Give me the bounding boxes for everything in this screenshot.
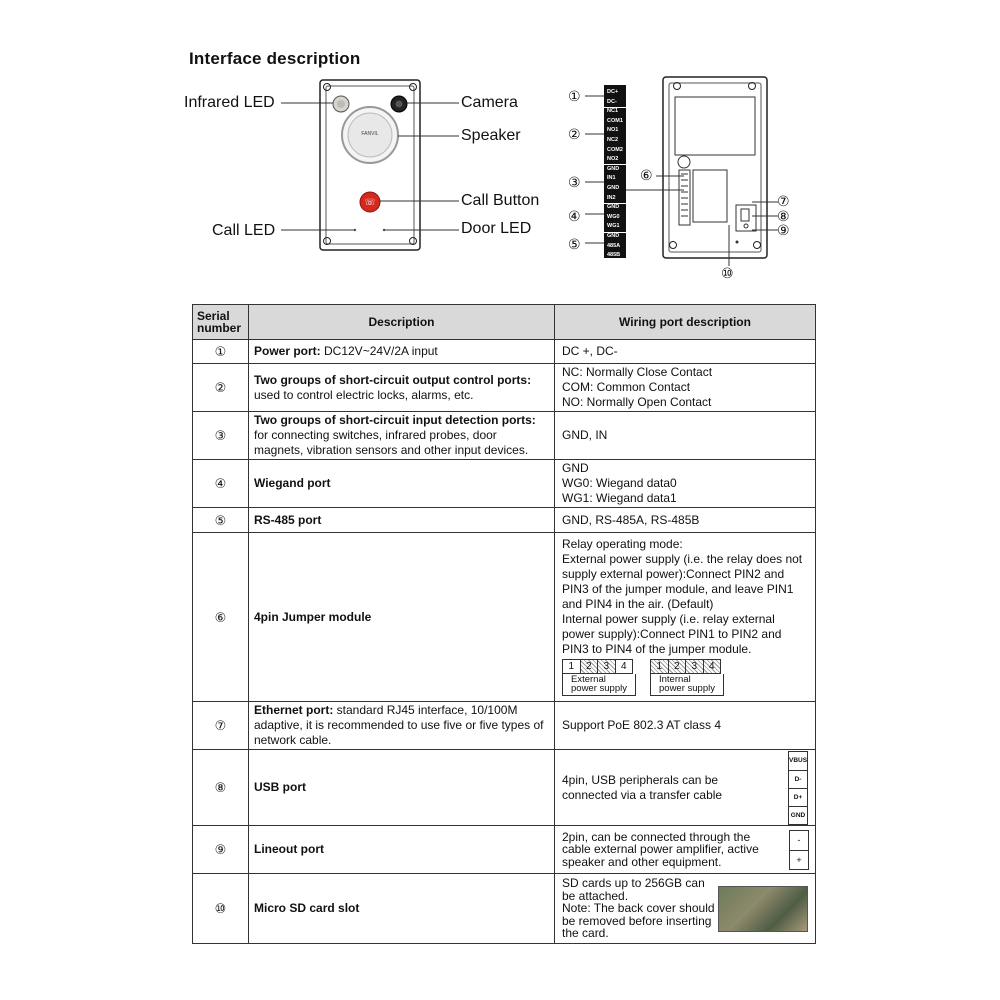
terminal-pin-label: IN2	[607, 194, 616, 201]
terminal-pin-label: 485B	[607, 252, 621, 259]
marker-8: ⑧	[777, 208, 790, 224]
row-description	[249, 750, 555, 826]
row-title: Micro SD card slot	[254, 901, 360, 915]
wiring-line: WG0: Wiegand data0	[562, 476, 677, 490]
jumper-label: External power supply	[562, 674, 636, 696]
row-title: Ethernet port:	[254, 703, 334, 717]
terminal-group-marker: ④	[568, 207, 581, 224]
lineout-pin: -	[797, 834, 801, 845]
marker-6: ⑥	[640, 167, 653, 183]
wiring-line: External power supply (i.e. the relay does not supply external power):Connect PIN2 and PIN3 of the jumper module, and leave PIN1 and PIN4 in the air. (Default)	[562, 551, 803, 611]
wiring-line: GND, IN	[562, 428, 608, 442]
row-number: ⑦	[193, 702, 249, 750]
label-call-button: Call Button	[461, 192, 540, 209]
terminal-pin-label: NO1	[607, 127, 619, 134]
row-number: ④	[193, 460, 249, 508]
row-number: ⑧	[193, 750, 249, 826]
row-wiring	[555, 460, 816, 508]
usb-pin: VBUS	[789, 756, 808, 764]
table-row	[193, 702, 816, 750]
jumper-pin: 1	[650, 659, 669, 674]
lineout-pin: +	[790, 850, 808, 869]
jumper-external	[562, 659, 636, 696]
table-row	[193, 750, 816, 826]
row-wiring	[555, 340, 816, 364]
call-button-icon: ☏	[364, 197, 376, 207]
row-number: ⑥	[193, 533, 249, 702]
row-title: Lineout port	[254, 842, 324, 856]
row-title: Power port:	[254, 344, 321, 358]
row-text: used to control electric locks, alarms, etc.	[254, 387, 474, 402]
marker-7: ⑦	[777, 193, 790, 209]
row-description	[249, 702, 555, 750]
terminal-pin-label: GND	[607, 165, 620, 172]
wiring-line: COM: Common Contact	[562, 380, 691, 394]
wiring-line: Internal power supply (i.e. relay external power supply):Connect PIN1 to PIN2 and PIN3 to PIN4 of the jumper module.	[562, 611, 782, 656]
jumper-pin: 1	[562, 659, 581, 674]
terminal-pin-label: GND	[607, 185, 620, 191]
row-title: Two groups of short-circuit input detection ports:	[254, 413, 536, 427]
jumper-pin: 4	[703, 659, 722, 674]
jumper-diagrams	[562, 659, 808, 696]
wiring-line: GND, RS-485A, RS-485B	[562, 512, 700, 527]
terminal-pin-label: NC2	[607, 137, 619, 143]
terminal-group-marker: ①	[568, 87, 581, 104]
wiring-line: DC +, DC-	[562, 344, 618, 358]
row-number: ⑩	[193, 874, 249, 944]
header-serial: Serial number	[193, 305, 249, 340]
table-row	[193, 874, 816, 944]
row-description	[249, 533, 555, 702]
table-row	[193, 340, 816, 364]
label-speaker: Speaker	[461, 127, 521, 144]
marker-10: ⑩	[721, 265, 734, 281]
row-number: ①	[193, 340, 249, 364]
usb-pin: GND	[789, 806, 807, 824]
back-panel-diagram	[0, 0, 1000, 300]
table-header-row	[193, 305, 816, 340]
terminal-pin-label: WG1	[607, 223, 620, 230]
interface-table	[192, 304, 816, 944]
terminal-pin-label: WG0	[607, 213, 620, 220]
row-text: DC12V~24V/2A input	[320, 344, 438, 358]
page-heading: Interface description	[189, 49, 361, 68]
row-description	[249, 412, 555, 460]
table-row	[193, 826, 816, 874]
brand-logo: FANVIL	[361, 131, 379, 137]
wiring-line: NC: Normally Close Contact	[562, 365, 713, 379]
terminal-pin-label: DC+	[607, 89, 619, 95]
wiring-line: WG1: Wiegand data1	[562, 491, 677, 505]
terminal-pin-label: 485A	[607, 242, 621, 249]
label-infrared-led: Infrared LED	[184, 94, 275, 111]
row-title: USB port	[254, 780, 306, 794]
row-wiring	[555, 508, 816, 533]
wiring-line: Relay operating mode:	[562, 536, 683, 551]
terminal-pin-label: DC-	[607, 98, 617, 105]
wiring-line: GND	[562, 461, 589, 475]
wiring-line: 2pin, can be connected through the cable external power amplifier, active speaker and other equipment.	[562, 829, 759, 869]
row-text: for connecting switches, infrared probes, door magnets, vibration sensors and other input devices.	[254, 428, 529, 457]
wiring-line: SD cards up to 256GB can be attached.	[562, 876, 705, 903]
usb-pin: D+	[789, 788, 807, 806]
terminal-pin-label: GND	[607, 204, 620, 211]
terminal-group-marker: ②	[568, 126, 581, 142]
row-number: ⑨	[193, 826, 249, 874]
row-wiring	[555, 364, 816, 412]
row-title: RS-485 port	[254, 512, 322, 527]
row-description	[249, 364, 555, 412]
jumper-label: Internal power supply	[650, 674, 724, 696]
row-wiring	[555, 874, 816, 944]
row-wiring	[555, 826, 816, 874]
usb-pin: D-	[789, 770, 807, 788]
terminal-group-marker: ③	[568, 174, 581, 190]
header-wiring: Wiring port description	[555, 305, 816, 340]
table-row	[193, 533, 816, 702]
row-wiring	[555, 750, 816, 826]
row-description	[249, 874, 555, 944]
row-wiring	[555, 702, 816, 750]
header-description: Description	[249, 305, 555, 340]
terminal-pin-label: COM2	[607, 146, 623, 153]
row-wiring	[555, 533, 816, 702]
row-number: ②	[193, 364, 249, 412]
terminal-pin-label: NC1	[607, 108, 619, 115]
row-description	[249, 826, 555, 874]
table-row	[193, 460, 816, 508]
wiring-line: Note: The back cover should be removed before inserting the card.	[562, 901, 715, 941]
marker-9: ⑨	[777, 222, 790, 238]
jumper-pin: 3	[597, 659, 616, 674]
jumper-pin: 2	[580, 659, 599, 674]
label-door-led: Door LED	[461, 220, 532, 237]
row-text: standard RJ45 interface, 10/100M adaptive, it is recommended to use five or five types of network cable.	[254, 703, 544, 747]
jumper-pin: 2	[668, 659, 687, 674]
row-title: Two groups of short-circuit output control ports:	[254, 372, 532, 387]
terminal-pin-label: IN1	[607, 175, 616, 182]
row-number: ③	[193, 412, 249, 460]
terminal-pin-label: NO2	[607, 156, 619, 163]
label-call-led: Call LED	[212, 222, 276, 239]
row-number: ⑤	[193, 508, 249, 533]
wiring-line: 4pin, USB peripherals can be connected via a transfer cable	[562, 772, 723, 802]
row-description	[249, 508, 555, 533]
jumper-pin: 3	[685, 659, 704, 674]
terminal-pin-label: GND	[607, 233, 620, 239]
jumper-internal	[650, 659, 724, 696]
row-description	[249, 460, 555, 508]
label-camera: Camera	[461, 94, 518, 111]
table-row	[193, 412, 816, 460]
terminal-group-marker: ⑤	[568, 236, 581, 253]
row-title: Wiegand port	[254, 476, 331, 490]
jumper-pin: 4	[615, 659, 634, 674]
usb-pinout	[788, 751, 808, 825]
sd-card-photo	[718, 886, 808, 932]
terminal-pin-label: COM1	[607, 117, 623, 124]
table-row	[193, 364, 816, 412]
row-title: 4pin Jumper module	[254, 609, 372, 624]
lineout-pinout	[789, 830, 809, 870]
row-wiring	[555, 412, 816, 460]
wiring-line: NO: Normally Open Contact	[562, 395, 712, 409]
row-description	[249, 340, 555, 364]
wiring-line: Support PoE 802.3 AT class 4	[562, 718, 721, 732]
table-row	[193, 508, 816, 533]
